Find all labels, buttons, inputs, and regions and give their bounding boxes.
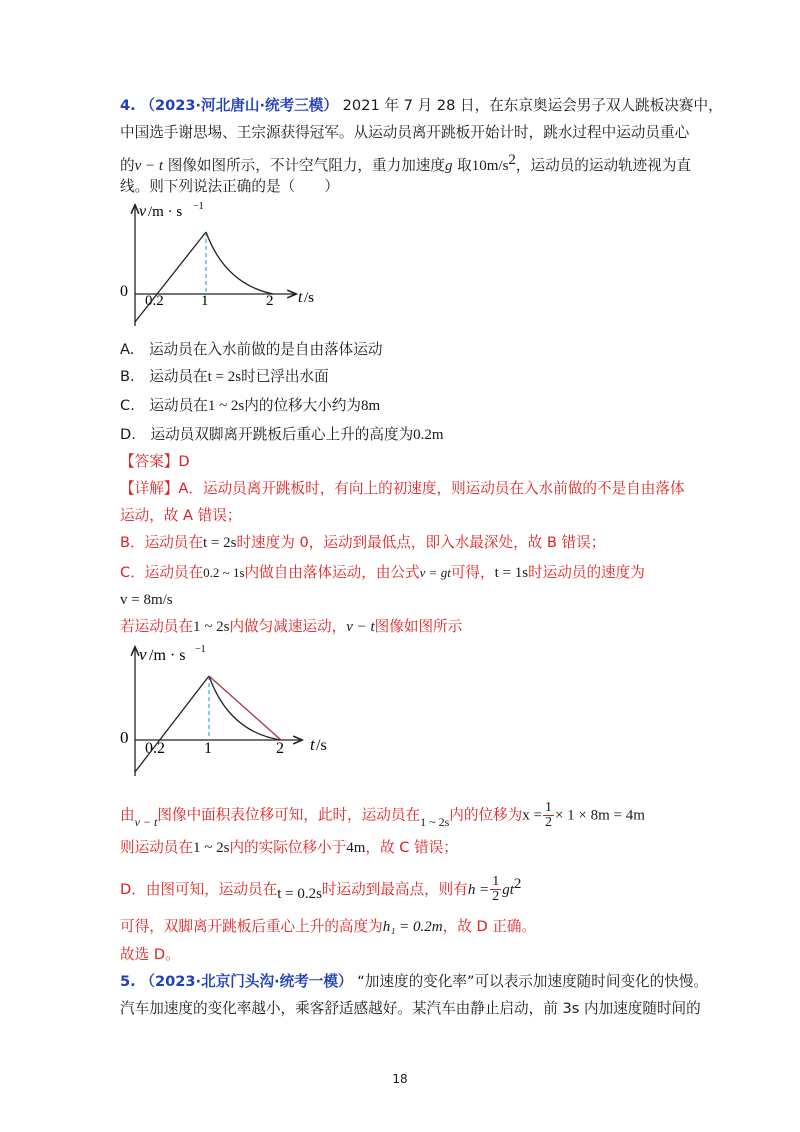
detail-label: 【详解】 [120,480,179,497]
x-label-unit: /s [316,737,327,754]
option-c [120,396,380,416]
answer-b [120,533,605,553]
q5-number: 5. [120,973,136,990]
answer-c-line-2 [120,590,173,610]
tick-1: 1 [204,740,212,757]
q4-text-3d: ，运动员的运动轨迹视为直 [515,156,692,174]
tick-2: 2 [276,740,284,757]
option-b [120,367,329,387]
answer-g-math: h₁ = 0.2m [382,919,443,935]
q4-line-2: 中国选手谢思埸、王宗源获得冠军。从运动员离开跳板开始计时，跳水过程中运动员重心 [120,124,690,141]
q5-source: （2023·北京门头沟·统考一模） [140,973,353,990]
answer-d-h: h = [467,881,490,898]
tick-2: 2 [266,293,274,309]
q4-number: 4. [120,97,136,114]
answer-d-pre: D．由图可知，运动员在 [120,880,278,898]
q5-line-1 [120,972,708,992]
velocity-line-rising [135,232,206,322]
answer-label: 【答案】D [120,453,190,470]
answer-a-text-1: A．运动员离开跳板时，有向上的初速度，则运动员在入水前做的不是自由落体 [178,480,685,497]
answer-e [120,801,645,830]
origin-label: 0 [120,728,129,747]
option-d-val: 0.2m [413,427,444,443]
answer-c-line-1 [120,563,645,583]
option-c-math: 1 ~ 2s [207,398,245,414]
answer-e-num: 1 [544,800,552,815]
answer-d-math: t = 0.2s [277,885,322,902]
answer-d-num: 1 [492,874,500,890]
option-b-math: t = 2s [207,369,242,385]
y-label-exp: −1 [195,644,206,655]
q4-gval: 10m/s [471,157,509,174]
y-label-unit: /m · s [148,204,183,220]
answer-e-mid: 图像中面积表位移可知，此时，运动员在 [157,806,421,824]
x-label-t: t [298,289,303,306]
answer-f-math: 1 ~ 2s [192,840,230,856]
answer-e-vt: v − t [134,814,158,829]
answer-a-line-2: 运动，故 A 错误； [120,507,242,524]
q4-text-3b: 图像如图所示，不计空气阻力，重力加速度 [163,156,445,174]
answer-c2-pre: 若运动员在 [120,618,193,635]
q4-line-4: 线。则下列说法正确的是（ ） [120,178,339,195]
answer-g-post: ，故 D 正确。 [442,918,537,935]
answer-c2-post: 图像如图所示 [374,618,463,635]
q5-line-2: 汽车加速度的变化率越小，乘客舒适感越好。某汽车由静止启动，前 3s 内加速度随时间的 [120,1000,701,1017]
uniform-deceleration-line [209,676,281,740]
answer-e-den: 2 [544,815,552,830]
answer-f-mid: 内的实际位移小于 [229,839,347,856]
answer-c-mid: 内做自由落体运动，由公式 [244,564,420,581]
q5-text-1: “加速度的变化率”可以表示加速度随时间变化的快慢。 [357,973,709,990]
answer-c-math4: v = 8m/s [120,592,173,608]
tick-0-2: 0.2 [145,740,165,757]
y-label-exp: −1 [193,201,204,212]
answer-f-post: ，故 C 错误； [365,839,458,856]
q4-source: （2023·河北唐山·统考三模） [140,97,338,114]
y-label-v: v [139,645,147,664]
answer-e-fraction [543,801,554,830]
option-a: A. 运动员在入水前做的是自由落体运动 [120,341,383,358]
answer-c2-mid: 内做匀减速运动， [229,618,347,635]
option-c-mid: 内的位移大小约为 [244,397,362,414]
answer-c-line-3 [120,617,462,637]
answer-c-mid2: 可得， [450,564,495,581]
y-label-v: v [139,203,147,220]
page-number: 18 [392,1072,408,1086]
answer-final: 故选 D。 [120,946,180,963]
vt-graph-2 [115,640,340,780]
answer-f [120,838,458,858]
answer-e-rest: × 1 × 8m = 4m [554,807,645,824]
answer-d-fraction [490,875,501,904]
q4-vt: v − t [134,157,164,174]
option-d [120,425,444,445]
option-b-pre: B. 运动员在 [120,368,208,385]
answer-c2-math: 1 ~ 2s [192,619,230,635]
tick-1: 1 [201,293,209,309]
q4-line-3: 的v − t 图像如图所示，不计空气阻力，重力加速度g 取$10m/s^2$，运动员的运动轨迹视为直 [120,152,692,174]
y-label-unit: /m · s [149,647,186,664]
answer-d-mid: 时运动到最高点，则有 [321,880,468,898]
x-label-t: t [310,735,315,754]
answer-e-math: 1 ~ 2s [420,814,450,829]
answer-d [120,874,521,904]
answer-a-line-1 [120,479,685,499]
q4-g: g [445,157,453,174]
option-d-pre: D. 运动员双脚离开跳板后重心上升的高度为 [120,426,414,443]
tick-0-2: 0.2 [145,293,164,309]
origin-label: 0 [120,283,128,300]
answer-d-exp: 2 [513,876,522,892]
answer-f-pre: 则运动员在 [120,839,193,856]
option-b-post: 时已浮出水面 [241,368,329,385]
answer-g-pre: 可得，双脚离开跳板后重心上升的高度为 [120,918,383,935]
answer-c-math2: v = gt [419,565,451,580]
answer-e-x: x = [522,807,542,824]
answer-b-pre: B．运动员在 [120,534,203,551]
velocity-curve-decay [206,232,273,294]
velocity-line-rising [135,676,209,772]
answer-e-pre: 由 [120,806,135,824]
q4-text-3c: 取 [452,156,472,174]
vt-graph-1 [115,198,335,333]
option-c-val: 8m [361,398,381,414]
answer-c-pre: C．运动员在 [120,564,204,581]
answer-c2-vt: v − t [346,619,375,635]
answer-e-mid2: 内的位移为 [449,806,523,824]
answer-c-math1: 0.2 ~ 1s [203,565,245,580]
answer-f-val: 4m [346,840,366,856]
option-c-pre: C. 运动员在 [120,397,208,414]
answer-g [120,917,536,937]
answer-d-den: 2 [492,889,500,905]
q4-text-1: 2021 年 7 月 28 日，在东京奥运会男子双人跳板决赛中， [342,97,723,114]
q4-line-1 [120,96,723,116]
q4-text-3a: 的 [120,156,135,174]
answer-b-post: 时速度为 0，运动到最低点，即入水最深处，故 B 错误； [236,534,606,551]
answer-b-math: t = 2s [202,535,237,551]
answer-d-gt: gt [502,881,514,898]
x-label-unit: /s [304,290,315,306]
answer-c-math3: t = 1s [494,565,529,581]
answer-c-post: 时运动员的速度为 [528,564,645,581]
